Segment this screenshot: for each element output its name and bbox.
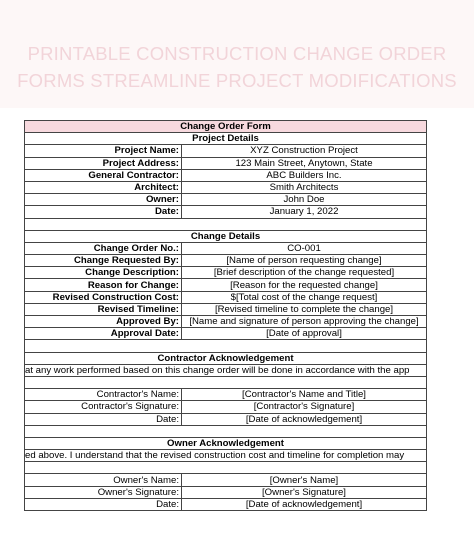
section-heading-row: [25, 437, 427, 449]
field-label: Owner's Signature:: [25, 486, 182, 498]
table-row: [25, 181, 427, 193]
field-label: Change Requested By:: [25, 255, 182, 267]
form-title-row: [25, 121, 427, 133]
section-heading-row: [25, 230, 427, 242]
table-row: [25, 145, 427, 157]
table-row: [25, 328, 427, 340]
spacer-cell: [25, 425, 427, 437]
field-value[interactable]: XYZ Construction Project: [182, 145, 427, 157]
table-row: [25, 474, 427, 486]
field-label: Date:: [25, 413, 182, 425]
field-value[interactable]: [Owner's Signature]: [182, 486, 427, 498]
field-label: Approved By:: [25, 316, 182, 328]
table-row: [25, 498, 427, 510]
spacer-cell: [25, 376, 427, 388]
table-row: [25, 206, 427, 218]
table-row: [25, 413, 427, 425]
field-label: Owner's Name:: [25, 474, 182, 486]
table-row: [25, 316, 427, 328]
section-heading-row: [25, 133, 427, 145]
statement-row: [25, 450, 427, 462]
blank-row: [25, 462, 427, 474]
field-value[interactable]: [Owner's Name]: [182, 474, 427, 486]
field-label: Reason for Change:: [25, 279, 182, 291]
spacer-cell: [25, 218, 427, 230]
field-value[interactable]: 123 Main Street, Anytown, State: [182, 157, 427, 169]
statement-row: [25, 364, 427, 376]
field-label: Architect:: [25, 181, 182, 193]
table-row: [25, 291, 427, 303]
field-value[interactable]: ABC Builders Inc.: [182, 169, 427, 181]
field-value[interactable]: John Doe: [182, 194, 427, 206]
field-value[interactable]: January 1, 2022: [182, 206, 427, 218]
field-label: Project Address:: [25, 157, 182, 169]
project-details-heading: Project Details: [25, 133, 427, 145]
form-title: Change Order Form: [25, 121, 427, 133]
blank-row: [25, 376, 427, 388]
field-value[interactable]: [Contractor's Name and Title]: [182, 389, 427, 401]
table-row: [25, 389, 427, 401]
field-value[interactable]: [Brief description of the change requested]: [182, 267, 427, 279]
banner: [0, 0, 474, 108]
field-label: General Contractor:: [25, 169, 182, 181]
section-heading-row: [25, 352, 427, 364]
change-details-heading: Change Details: [25, 230, 427, 242]
blank-row: [25, 425, 427, 437]
table-row: [25, 303, 427, 315]
table-row: [25, 279, 427, 291]
field-value[interactable]: [Name of person requesting change]: [182, 255, 427, 267]
field-label: Contractor's Signature:: [25, 401, 182, 413]
owner-ack-statement: ed above. I understand that the revised construction cost and timeline for completion may: [25, 450, 427, 462]
field-value[interactable]: [Date of acknowledgement]: [182, 413, 427, 425]
blank-row: [25, 218, 427, 230]
field-label: Project Name:: [25, 145, 182, 157]
field-value[interactable]: Smith Architects: [182, 181, 427, 193]
table-row: [25, 486, 427, 498]
field-value[interactable]: CO-001: [182, 242, 427, 254]
table-row: [25, 255, 427, 267]
field-value[interactable]: [Name and signature of person approving the change]: [182, 316, 427, 328]
owner-ack-heading: Owner Acknowledgement: [25, 437, 427, 449]
table-row: [25, 267, 427, 279]
blank-row: [25, 340, 427, 352]
table-row: [25, 401, 427, 413]
spacer-cell: [25, 340, 427, 352]
field-value[interactable]: [Contractor's Signature]: [182, 401, 427, 413]
field-label: Change Description:: [25, 267, 182, 279]
contractor-ack-statement: at any work performed based on this change order will be done in accordance with the app: [25, 364, 427, 376]
change-order-form: [24, 120, 427, 511]
field-label: Change Order No.:: [25, 242, 182, 254]
banner-title-line-2: FORMS STREAMLINE PROJECT MODIFICATIONS: [17, 70, 457, 91]
field-label: Approval Date:: [25, 328, 182, 340]
field-label: Owner:: [25, 194, 182, 206]
contractor-ack-heading: Contractor Acknowledgement: [25, 352, 427, 364]
field-value[interactable]: [Date of approval]: [182, 328, 427, 340]
spacer-cell: [25, 462, 427, 474]
table-row: [25, 194, 427, 206]
field-value[interactable]: [Date of acknowledgement]: [182, 498, 427, 510]
field-label: Contractor's Name:: [25, 389, 182, 401]
field-value[interactable]: $[Total cost of the change request]: [182, 291, 427, 303]
field-label: Date:: [25, 206, 182, 218]
table-row: [25, 242, 427, 254]
field-value[interactable]: [Reason for the requested change]: [182, 279, 427, 291]
table-row: [25, 169, 427, 181]
field-label: Date:: [25, 498, 182, 510]
table-row: [25, 157, 427, 169]
field-value[interactable]: [Revised timeline to complete the change]: [182, 303, 427, 315]
field-label: Revised Timeline:: [25, 303, 182, 315]
banner-title-line-1: PRINTABLE CONSTRUCTION CHANGE ORDER: [27, 43, 447, 64]
banner-title: [0, 40, 474, 94]
field-label: Revised Construction Cost:: [25, 291, 182, 303]
